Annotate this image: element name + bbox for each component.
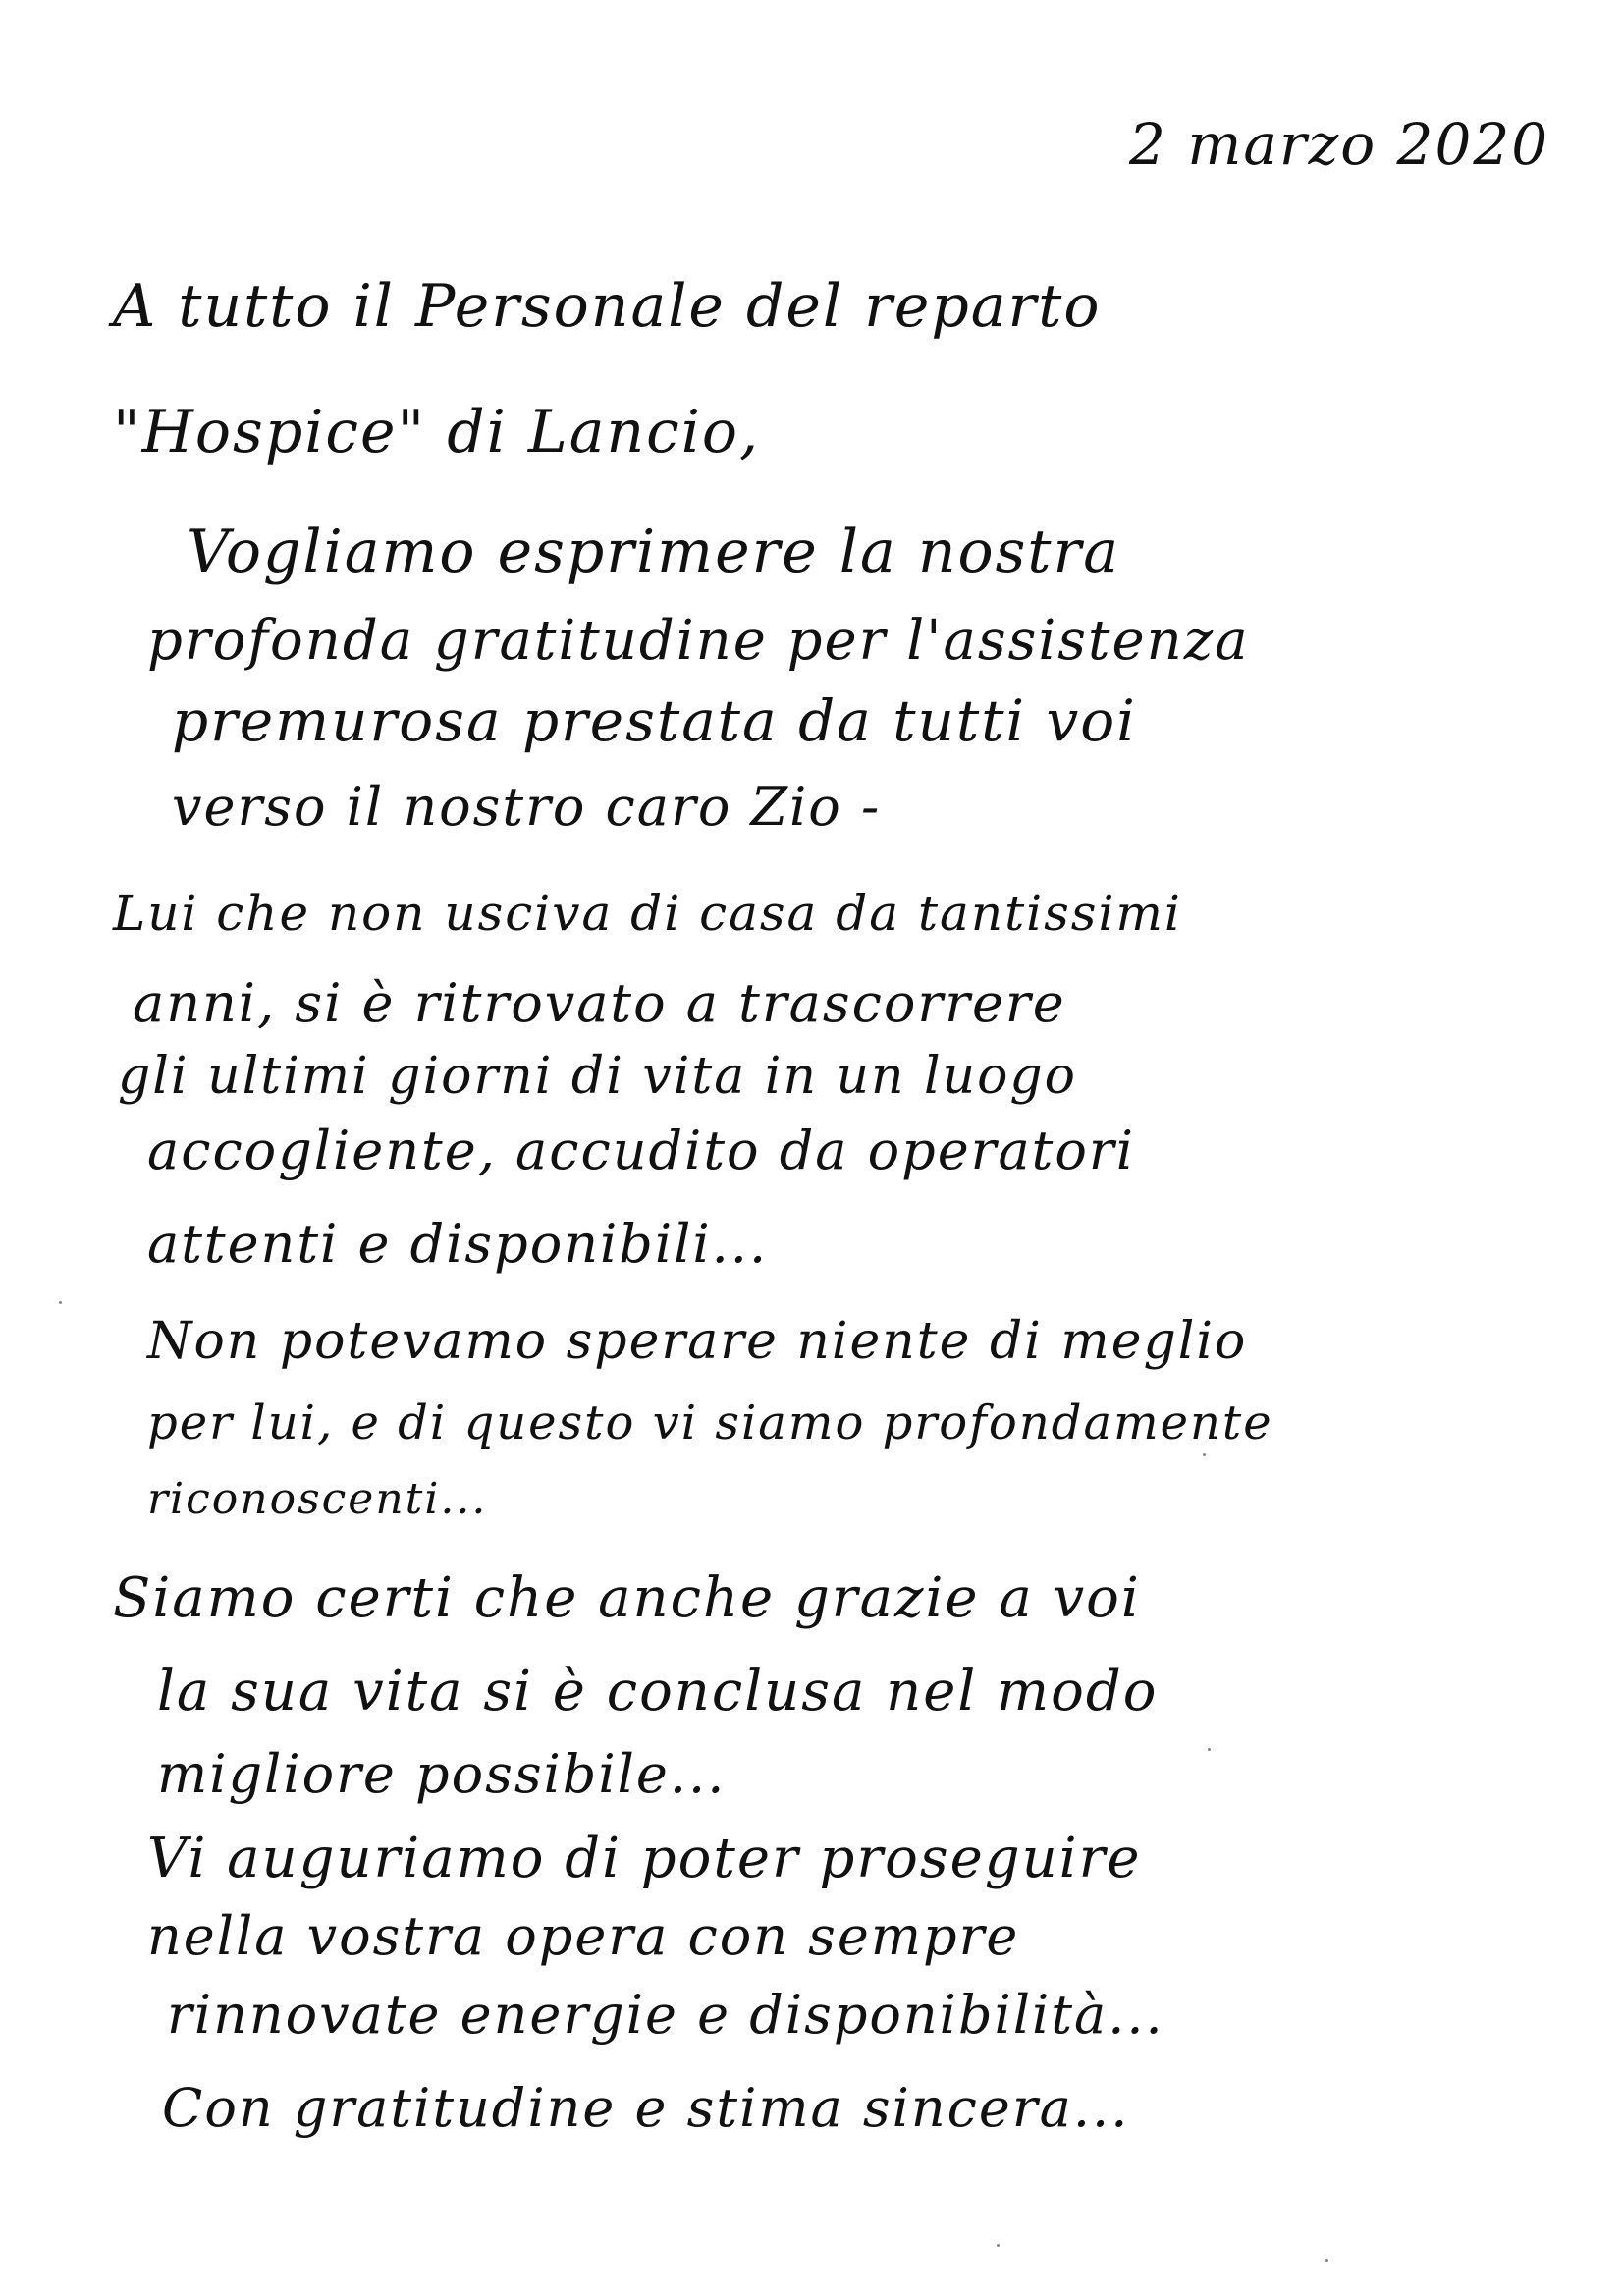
letter-line: Con gratitudine e stima sincera...: [162, 2077, 1130, 2139]
letter-line: attenti e disponibili...: [147, 1213, 769, 1275]
letter-line: anni, si è ritrovato a trascorrere: [133, 972, 1066, 1034]
letter-line: per lui, e di questo vi siamo profondamente: [147, 1395, 1273, 1450]
letter-line: Vi auguriamo di poter proseguire: [147, 1827, 1142, 1890]
letter-line: Vogliamo esprimere la nostra: [187, 518, 1120, 586]
paper-speck: [1208, 1748, 1211, 1751]
letter-line: rinnovate energie e disponibilità...: [167, 1984, 1164, 2046]
letter-line: gli ultimi giorni di vita in un luogo: [118, 1047, 1077, 1106]
letter-line: A tutto il Personale del reparto: [113, 272, 1102, 341]
paper-speck: [1203, 1453, 1206, 1456]
letter-line: "Hospice" di Lancio,: [113, 398, 761, 466]
letter-line: migliore possibile...: [157, 1743, 727, 1805]
letter-date: 2 marzo 2020: [1129, 111, 1550, 178]
letter-line: nella vostra opera con sempre: [147, 1905, 1020, 1967]
letter-line: Non potevamo sperare niente di meglio: [147, 1312, 1248, 1371]
letter-line: accogliente, accudito da operatori: [147, 1120, 1135, 1181]
letter-line: la sua vita si è conclusa nel modo: [157, 1660, 1159, 1723]
paper-speck: [997, 2244, 1000, 2247]
letter-line: premurosa prestata da tutti voi: [172, 687, 1137, 754]
letter-line: verso il nostro caro Zio -: [172, 776, 882, 838]
letter-line: Siamo certi che anche grazie a voi: [113, 1566, 1141, 1630]
paper-speck: [1325, 2259, 1328, 2262]
letter-line: Lui che non usciva di casa da tantissimi: [113, 885, 1182, 942]
paper-speck: [59, 1301, 62, 1304]
letter-line: riconoscenti...: [147, 1474, 488, 1524]
letter-line: profonda gratitudine per l'assistenza: [147, 609, 1250, 673]
